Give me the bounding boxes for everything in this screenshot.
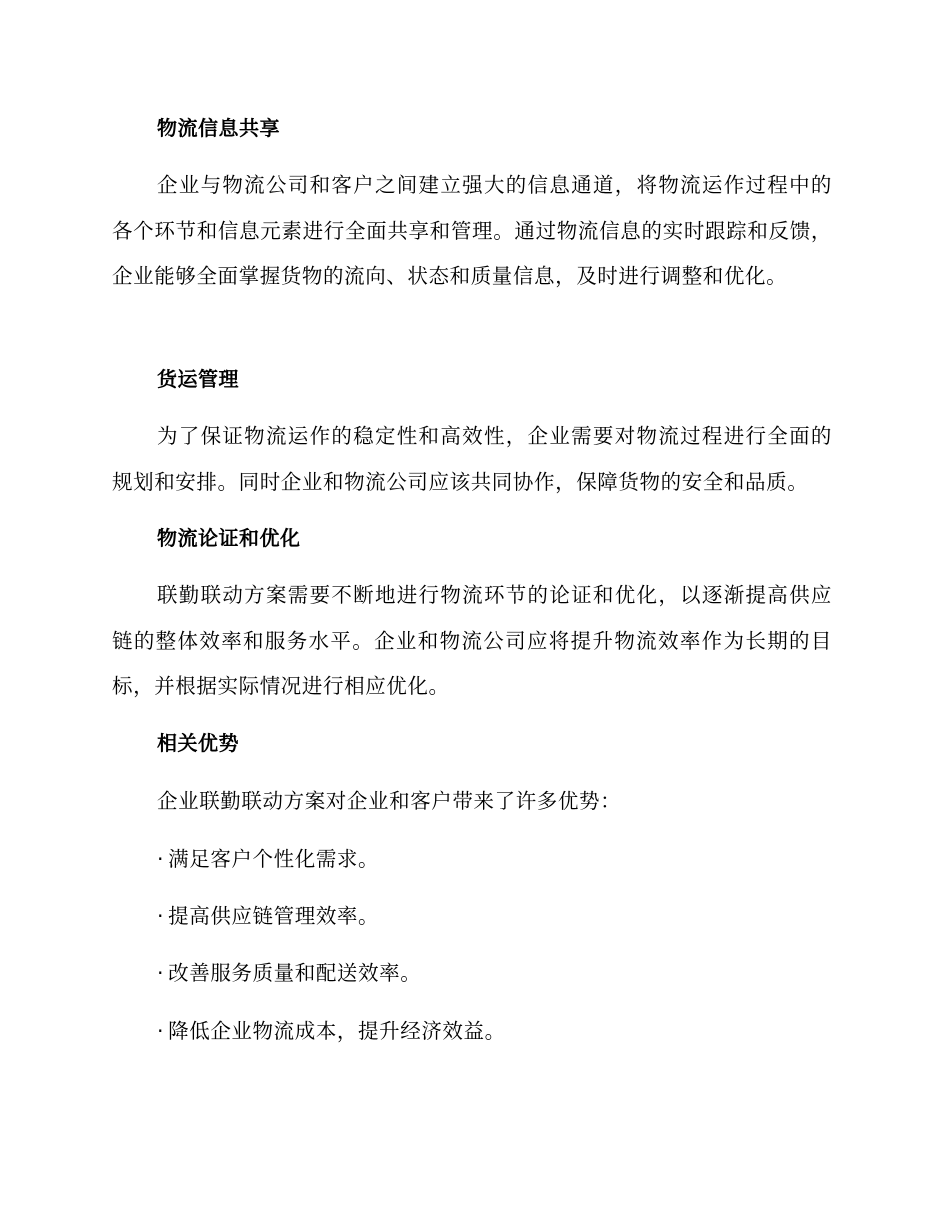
advantages-intro: 企业联勤联动方案对企业和客户带来了许多优势： — [157, 789, 622, 813]
advantage-text: 提高供应链管理效率。 — [168, 904, 380, 928]
section-heading-info-sharing: 物流信息共享 — [157, 116, 280, 140]
bullet-icon: · — [157, 961, 165, 985]
advantage-text: 改善服务质量和配送效率。 — [168, 961, 422, 985]
advantage-list-item — [157, 904, 379, 928]
advantage-text: 降低企业物流成本，提升经济效益。 — [168, 1019, 506, 1043]
bullet-icon: · — [157, 904, 165, 928]
section-body-logistics-optimization: 联勤联动方案需要不断地进行物流环节的论证和优化，以逐渐提高供应链的整体效率和服务水平。企业和物流公司应将提升物流效率作为长期的目标，并根据实际情况进行相应优化。 — [112, 583, 832, 698]
section-heading-advantages: 相关优势 — [157, 731, 239, 755]
bullet-icon: · — [157, 1019, 165, 1043]
section-body-info-sharing: 企业与物流公司和客户之间建立强大的信息通道，将物流运作过程中的各个环节和信息元素进行全面共享和管理。通过物流信息的实时跟踪和反馈，企业能够全面掌握货物的流向、状态和质量信息，及时进行调整和优化。 — [112, 173, 832, 288]
section-body-freight-management: 为了保证物流运作的稳定性和高效性，企业需要对物流过程进行全面的规划和安排。同时企业和物流公司应该共同协作，保障货物的安全和品质。 — [112, 424, 832, 494]
advantage-list-item — [157, 1019, 506, 1043]
advantage-list-item — [157, 847, 379, 871]
bullet-icon: · — [157, 847, 165, 871]
section-heading-freight-management: 货运管理 — [157, 367, 239, 391]
advantage-list-item — [157, 961, 421, 985]
section-heading-logistics-optimization: 物流论证和优化 — [157, 526, 301, 550]
advantage-text: 满足客户个性化需求。 — [168, 847, 380, 871]
